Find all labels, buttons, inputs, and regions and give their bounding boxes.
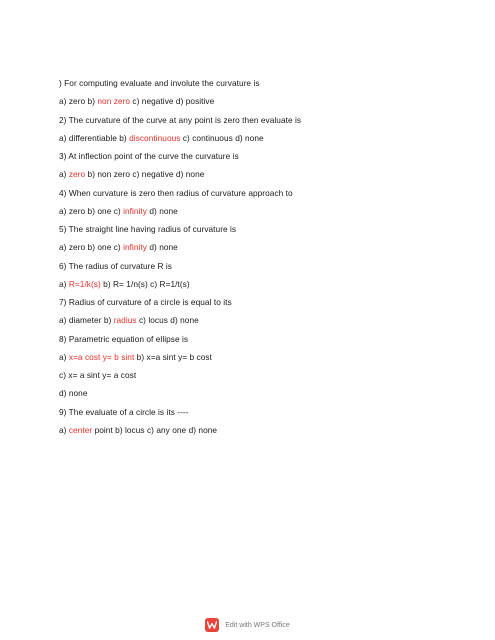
text-line (59, 165, 459, 183)
text-segment: a) diameter b) (59, 315, 114, 326)
text-line (59, 293, 459, 311)
text-line (59, 129, 459, 147)
text-segment: d) none (147, 242, 178, 253)
text-segment: c) locus d) none (136, 315, 199, 326)
text-line (59, 220, 459, 238)
text-segment: ) For computing evaluate and involute the curvature is (59, 78, 260, 88)
text-segment: b) x=a sint y= b cost (134, 351, 212, 362)
text-segment: a) differentiable b) (59, 132, 130, 143)
text-segment: point b) locus c) any one d) none (92, 424, 218, 435)
text-segment: d) none (59, 388, 88, 399)
text-line (59, 147, 459, 165)
highlighted-answer: zero (68, 169, 86, 180)
highlighted-answer: x=a cost y= b sint (68, 351, 135, 362)
wps-logo-icon (205, 618, 219, 632)
text-segment: c) x= a sint y= a cost (59, 370, 137, 380)
highlighted-answer: radius (113, 315, 137, 326)
text-segment: a) (59, 278, 69, 289)
text-segment: a) (59, 351, 69, 362)
text-segment: 5) The straight line having radius of curvature is (59, 224, 237, 234)
text-line (59, 92, 459, 110)
highlighted-answer: discontinuous (129, 132, 181, 143)
highlighted-answer: center (68, 424, 93, 435)
text-line (59, 421, 459, 439)
text-segment: 4) When curvature is zero then radius of curvature approach to (59, 187, 293, 198)
text-segment: 7) Radius of curvature of a circle is equal to its (59, 297, 232, 307)
wps-w-glyph (207, 621, 217, 629)
text-segment: 2) The curvature of the curve at any point is zero then evaluate is (59, 114, 302, 125)
text-line (59, 238, 459, 256)
text-line (59, 184, 459, 202)
highlighted-answer: non zero (97, 96, 131, 107)
highlighted-answer: infinity (123, 242, 147, 253)
text-line (59, 74, 459, 92)
text-segment: a) (59, 169, 69, 180)
text-line (59, 111, 459, 129)
text-line (59, 275, 459, 293)
text-line (59, 202, 459, 220)
text-segment: a) zero b) one c) (59, 205, 124, 216)
text-segment: 6) The radius of curvature R is (59, 260, 172, 271)
text-line (59, 257, 459, 275)
text-segment: 9) The evaluate of a circle is its ---- (59, 406, 189, 417)
wps-footer[interactable] (0, 617, 495, 633)
text-line (59, 366, 459, 384)
text-segment: 8) Parametric equation of ellipse is (59, 333, 189, 344)
question-list (59, 74, 459, 439)
text-segment: b) R= 1/n(s) c) R=1/t(s) (100, 278, 190, 289)
highlighted-answer: infinity (123, 205, 147, 216)
text-line (59, 348, 459, 366)
wps-footer-label: Edit with WPS Office (225, 621, 290, 629)
text-segment: a) (59, 424, 69, 435)
text-line (59, 311, 459, 329)
text-segment: a) zero b) one c) (59, 242, 124, 253)
text-line (59, 403, 459, 421)
text-segment: a) zero b) (59, 96, 98, 107)
text-line (59, 330, 459, 348)
text-segment: c) negative d) positive (130, 96, 215, 107)
text-segment: d) none (147, 205, 178, 216)
text-line (59, 384, 459, 402)
highlighted-answer: R=1/k(s) (68, 278, 101, 289)
text-segment: b) non zero c) negative d) none (85, 169, 205, 180)
text-segment: 3) At inflection point of the curve the curvature is (59, 151, 239, 161)
text-segment: c) continuous d) none (180, 132, 264, 143)
